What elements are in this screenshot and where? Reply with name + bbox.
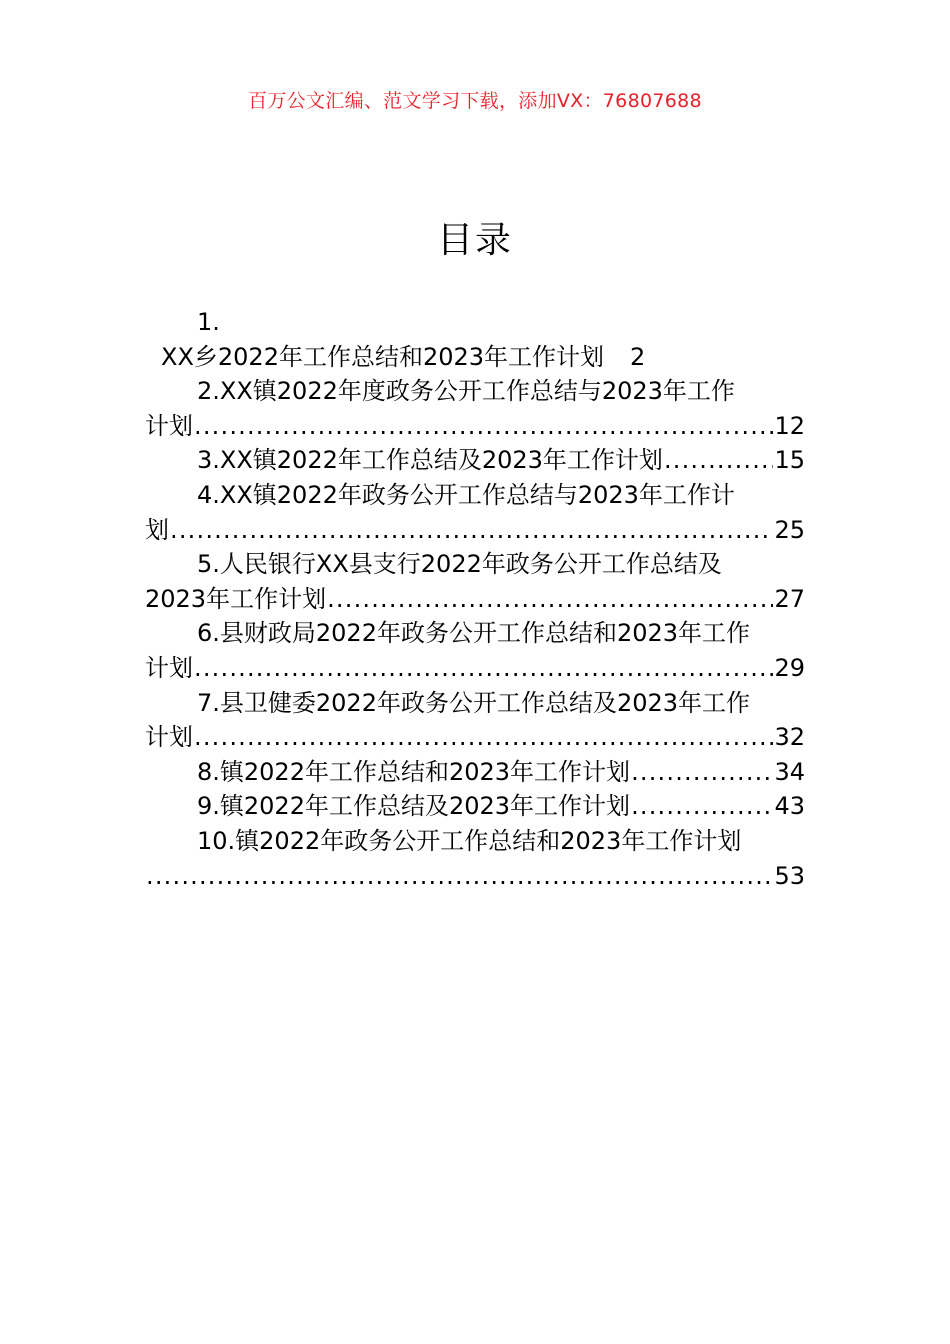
toc-entry-5-title[interactable]: 5.人民银行XX县支行2022年政务公开工作总结及	[197, 550, 722, 579]
toc-entry-9[interactable]	[145, 789, 805, 824]
toc-entry-4-page: 25	[774, 515, 805, 544]
toc-entry-7-cont[interactable]	[145, 720, 805, 755]
dot-leader	[631, 755, 773, 790]
toc-entry-3-page: 15	[774, 446, 805, 475]
toc-entry-6-title-cont: 计划	[145, 653, 193, 682]
toc-entry-7-title[interactable]: 7.县卫健委2022年政务公开工作总结及2023年工作	[197, 688, 751, 717]
toc-entry-6-cont[interactable]	[145, 651, 805, 686]
dot-leader	[327, 582, 773, 617]
dot-leader	[664, 443, 774, 478]
toc-entry-3-title: 3.XX镇2022年工作总结及2023年工作计划	[197, 446, 663, 475]
dot-leader	[146, 859, 773, 894]
toc-entry-6-page: 29	[774, 653, 805, 682]
toc-entry-2-title-cont: 计划	[145, 411, 193, 440]
dot-leader	[194, 651, 773, 686]
toc-entry-10-cont[interactable]	[145, 859, 805, 894]
toc-entry-1-page: 2	[630, 342, 646, 371]
toc-entry-10-title[interactable]: 10.镇2022年政务公开工作总结和2023年工作计划	[197, 826, 742, 855]
toc-entry-2-title[interactable]: 2.XX镇2022年度政务公开工作总结与2023年工作	[197, 377, 735, 406]
toc-entry-1-title: XX乡2022年工作总结和2023年工作计划	[161, 342, 605, 371]
toc-entry-3[interactable]	[145, 443, 805, 478]
toc-entry-4-title-cont: 划	[145, 515, 169, 544]
toc-entry-5-cont[interactable]	[145, 582, 805, 617]
toc-entry-2-cont[interactable]	[145, 409, 805, 444]
toc-entry-5-title-cont: 2023年工作计划	[145, 584, 327, 613]
toc-entry-8-title: 8.镇2022年工作总结和2023年工作计划	[197, 757, 631, 786]
toc-entry-1-number: 1.	[197, 308, 220, 336]
toc-entry-8-page: 34	[774, 757, 805, 786]
toc-entry-4-title[interactable]: 4.XX镇2022年政务公开工作总结与2023年工作计	[197, 480, 735, 509]
table-of-contents	[145, 305, 805, 893]
dot-leader	[170, 513, 773, 548]
toc-entry-8[interactable]	[145, 755, 805, 790]
toc-entry-6-title[interactable]: 6.县财政局2022年政务公开工作总结和2023年工作	[197, 619, 751, 648]
page-title: 目录	[436, 220, 513, 261]
toc-entry-10-page: 53	[774, 861, 805, 890]
toc-entry-7-title-cont: 计划	[145, 723, 193, 752]
toc-entry-9-page: 43	[774, 792, 805, 821]
dot-leader	[194, 409, 773, 444]
toc-entry-4-cont[interactable]	[145, 513, 805, 548]
toc-entry-2-page: 12	[774, 411, 805, 440]
toc-entry-5-page: 27	[774, 584, 805, 613]
toc-entry-9-title: 9.镇2022年工作总结及2023年工作计划	[197, 792, 631, 821]
dot-leader	[194, 720, 773, 755]
watermark-header: 百万公文汇编、范文学习下载，添加VX：76807688	[248, 90, 702, 112]
toc-entry-1[interactable]	[145, 340, 805, 375]
toc-entry-7-page: 32	[774, 723, 805, 752]
dot-leader	[631, 789, 773, 824]
